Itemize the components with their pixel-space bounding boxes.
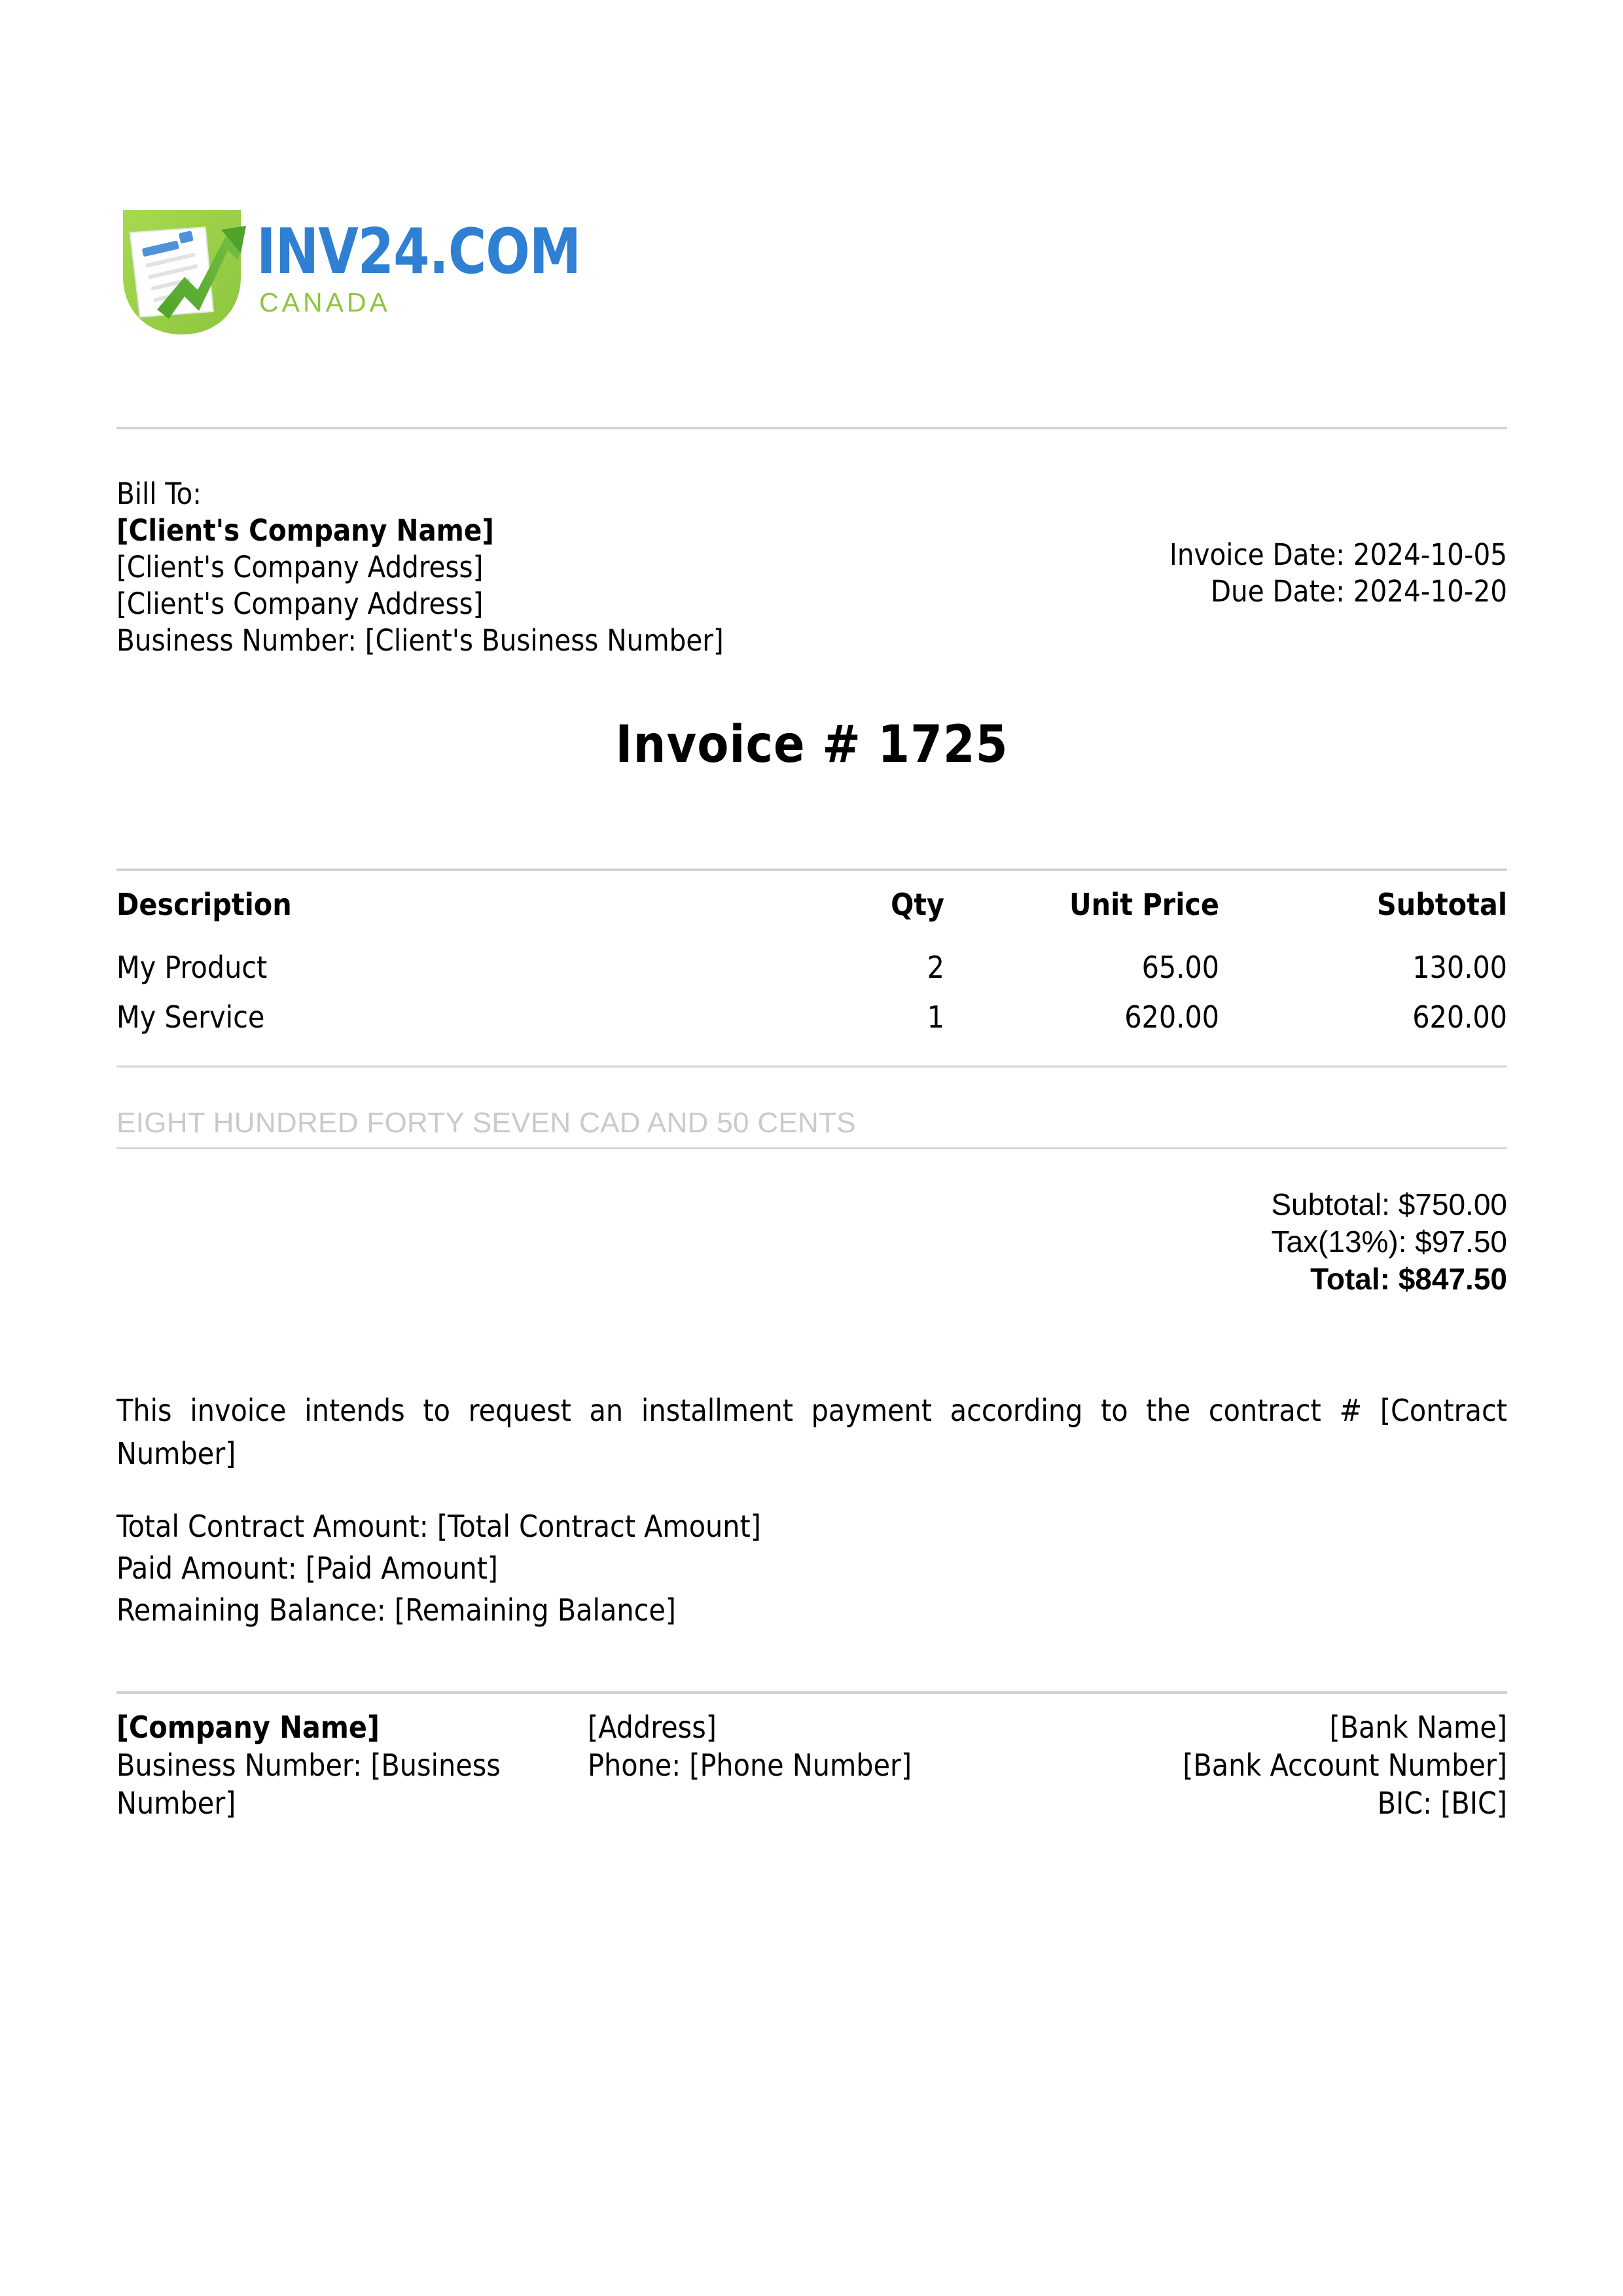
footer-company-column bbox=[116, 1708, 588, 1822]
cell-unit-price: 620.00 bbox=[1124, 999, 1219, 1035]
client-address-line-2: [Client's Company Address] bbox=[116, 586, 484, 621]
cell-unit-price: 65.00 bbox=[1141, 950, 1219, 985]
client-company-name: [Client's Company Name] bbox=[116, 513, 494, 548]
brand-subtitle: CANADA bbox=[259, 287, 391, 318]
cell-subtotal: 130.00 bbox=[1412, 950, 1507, 985]
footer-company-name: [Company Name] bbox=[116, 1710, 380, 1745]
column-header-subtotal: Subtotal bbox=[1376, 887, 1507, 922]
column-header-qty: Qty bbox=[891, 887, 944, 922]
totals-block bbox=[1271, 1186, 1507, 1298]
brand-wordmark bbox=[257, 215, 605, 318]
cell-qty: 2 bbox=[927, 950, 944, 985]
bill-to-label: Bill To: bbox=[116, 476, 202, 511]
amount-in-words: EIGHT HUNDRED FORTY SEVEN CAD AND 50 CENTS bbox=[116, 1107, 856, 1139]
table-row bbox=[116, 941, 1507, 991]
footer-divider bbox=[116, 1691, 1507, 1694]
inv24-document-arrow-logo-icon bbox=[116, 200, 247, 340]
brand-title: INV24.COM bbox=[257, 215, 581, 288]
footer-business-number: Business Number: [Business Number] bbox=[116, 1748, 501, 1821]
footer-bank-name: [Bank Name] bbox=[1329, 1710, 1507, 1745]
footer-block bbox=[116, 1708, 1507, 1822]
brand-logo bbox=[116, 200, 605, 340]
client-address-line-1: [Client's Company Address] bbox=[116, 550, 484, 584]
footer-phone: Phone: [Phone Number] bbox=[588, 1748, 912, 1783]
invoice-dates-block bbox=[1169, 537, 1507, 610]
total-contract-amount: Total Contract Amount: [Total Contract Amount] bbox=[116, 1509, 761, 1544]
header-divider bbox=[116, 427, 1507, 429]
tax-amount: Tax(13%): $97.50 bbox=[1271, 1225, 1507, 1259]
table-top-divider bbox=[116, 869, 1507, 871]
due-date: Due Date: 2024-10-20 bbox=[1210, 574, 1507, 609]
line-items-table bbox=[116, 881, 1507, 1041]
words-top-divider bbox=[116, 1066, 1507, 1067]
invoice-date: Invoice Date: 2024-10-05 bbox=[1169, 537, 1507, 572]
footer-address: [Address] bbox=[588, 1710, 717, 1745]
bill-to-block bbox=[116, 476, 724, 659]
column-header-description: Description bbox=[116, 887, 292, 922]
installment-note: This invoice intends to request an installment payment according to the contract # [Contract Number] bbox=[116, 1393, 1507, 1471]
client-business-number: Business Number: [Client's Business Number] bbox=[116, 623, 724, 658]
footer-bank-account-number: [Bank Account Number] bbox=[1183, 1748, 1507, 1783]
column-header-unit-price: Unit Price bbox=[1069, 887, 1219, 922]
cell-subtotal: 620.00 bbox=[1412, 999, 1507, 1035]
table-header-row bbox=[116, 881, 1507, 941]
page-title: Invoice # 1725 bbox=[615, 715, 1008, 774]
table-row bbox=[116, 991, 1507, 1041]
subtotal-amount: Subtotal: $750.00 bbox=[1271, 1187, 1507, 1221]
paid-amount: Paid Amount: [Paid Amount] bbox=[116, 1551, 498, 1586]
footer-contact-column bbox=[588, 1708, 1167, 1822]
cell-qty: 1 bbox=[927, 999, 944, 1035]
contract-summary bbox=[116, 1505, 761, 1631]
footer-bank-column bbox=[1167, 1708, 1507, 1822]
footer-bic: BIC: [BIC] bbox=[1377, 1785, 1507, 1821]
cell-description: My Service bbox=[116, 999, 265, 1035]
words-bottom-divider bbox=[116, 1147, 1507, 1149]
cell-description: My Product bbox=[116, 950, 268, 985]
total-amount: Total: $847.50 bbox=[1310, 1262, 1507, 1296]
remaining-balance: Remaining Balance: [Remaining Balance] bbox=[116, 1592, 676, 1628]
